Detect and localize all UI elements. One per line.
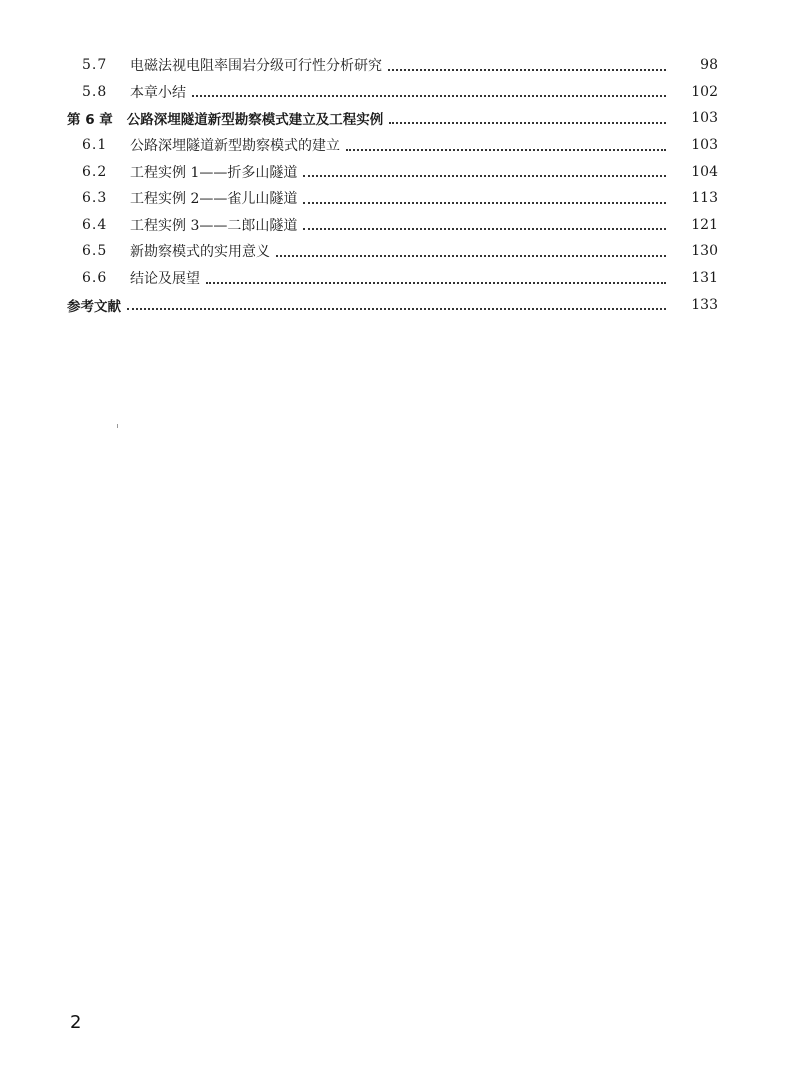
section-title: 工程实例 1——折多山隧道 [130,164,298,181]
section-number: 5.7 [82,57,108,74]
page-ref: 130 [691,243,718,260]
references-title: 参考文献 [67,298,121,315]
section-title: 工程实例 3——二郎山隧道 [130,217,298,234]
section-title: 公路深埋隧道新型勘察模式的建立 [130,138,340,155]
section-title: 电磁法视电阻率围岩分级可行性分析研究 [130,58,382,75]
page-number: 2 [70,1012,82,1033]
section-number: 5.8 [82,83,108,100]
toc-entry-6-6[interactable] [0,265,790,292]
section-title: 本章小结 [130,84,186,101]
page-ref: 121 [691,216,718,233]
page-ref: 102 [691,83,718,100]
page-ref: 131 [691,270,718,287]
dot-leader [303,227,666,230]
section-title: 新勘察模式的实用意义 [130,244,270,261]
section-title: 结论及展望 [130,271,200,288]
section-number: 6.6 [82,270,108,287]
page-ref: 113 [691,190,718,207]
toc-entry-references[interactable] [0,291,790,318]
page-ref: 98 [700,57,718,74]
toc-entry-5-8[interactable] [0,79,790,106]
dot-leader [389,121,666,124]
chapter-number: 第 6 章 [67,112,113,129]
dot-leader [276,254,666,257]
section-number: 6.5 [82,243,108,260]
toc-entry-6-2[interactable] [0,158,790,185]
section-number: 6.4 [82,216,108,233]
section-number: 6.1 [82,137,108,154]
page-ref: 103 [691,110,718,127]
dot-leader [206,281,666,284]
section-number: 6.2 [82,163,108,180]
dot-leader [346,148,666,151]
chapter-title: 公路深埋隧道新型勘察模式建立及工程实例 [126,112,384,129]
dot-leader [192,94,666,97]
dot-leader [388,68,666,71]
section-number: 6.3 [82,190,108,207]
dot-leader [303,201,666,204]
toc-entry-chapter-6[interactable] [0,105,790,132]
toc-entry-6-3[interactable] [0,185,790,212]
toc-entry-6-5[interactable] [0,238,790,265]
dot-leader [303,174,666,177]
toc-entry-6-1[interactable] [0,132,790,159]
toc-entry-6-4[interactable] [0,212,790,239]
scan-speck [117,424,118,428]
table-of-contents [0,52,790,318]
page-ref: 104 [691,163,718,180]
toc-entry-5-7[interactable] [0,52,790,79]
page-ref: 133 [691,296,718,313]
dot-leader [127,307,666,310]
page-ref: 103 [691,137,718,154]
section-title: 工程实例 2——雀儿山隧道 [130,191,298,208]
